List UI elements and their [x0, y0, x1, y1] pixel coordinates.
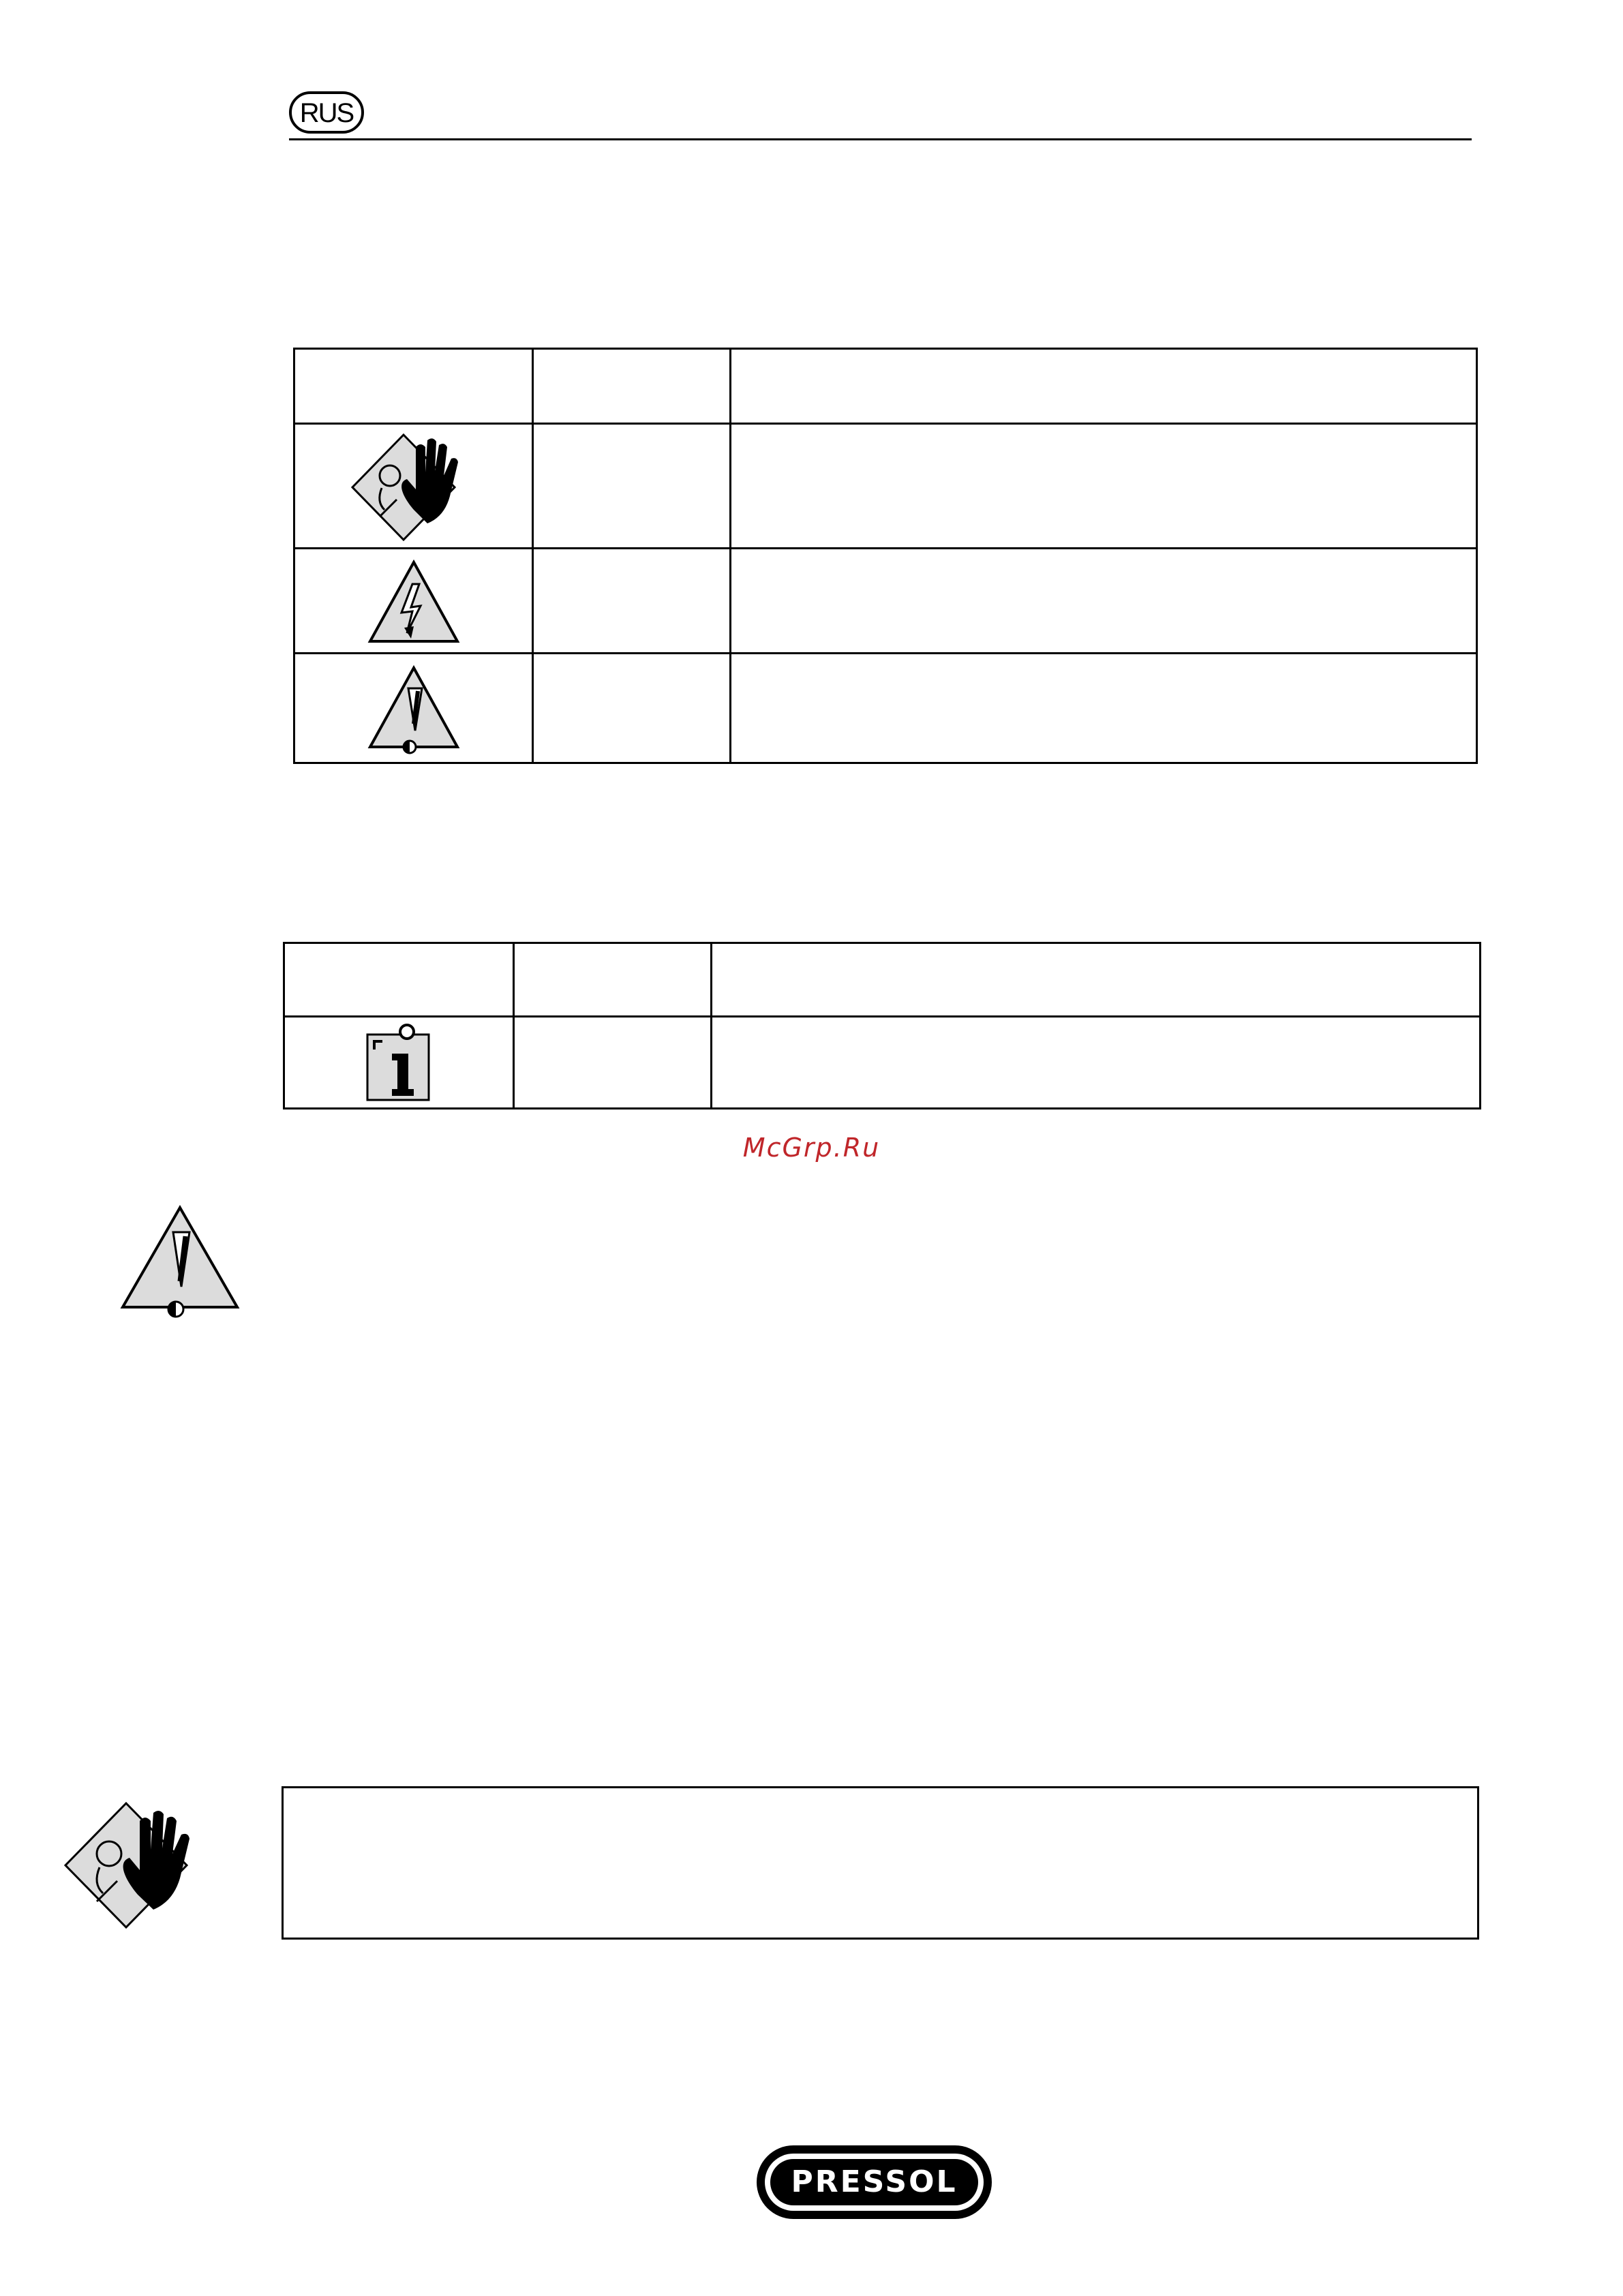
caution-exclamation-icon — [366, 662, 461, 754]
table-row — [294, 654, 1477, 763]
hand-stop-warning-icon — [349, 428, 479, 544]
header-cell-meaning — [712, 943, 1481, 1017]
symbol-cell — [284, 1017, 514, 1109]
watermark: McGrp.Ru — [742, 1133, 881, 1163]
meaning-cell — [712, 1017, 1481, 1109]
symbols-table — [293, 348, 1478, 764]
table-row — [294, 549, 1477, 654]
note-box — [282, 1786, 1479, 1940]
term-cell — [533, 424, 731, 549]
meaning-cell — [731, 549, 1477, 654]
hand-stop-warning-icon — [61, 1799, 204, 1932]
electric-hazard-icon — [366, 557, 461, 645]
table-row — [284, 1017, 1481, 1109]
info-table-header-row — [284, 943, 1481, 1017]
meaning-cell — [731, 654, 1477, 763]
symbol-cell — [294, 654, 533, 763]
term-cell — [514, 1017, 712, 1109]
symbol-cell — [294, 424, 533, 549]
header-cell-symbol — [284, 943, 514, 1017]
meaning-cell — [731, 424, 1477, 549]
symbols-table-header-row — [294, 349, 1477, 424]
header-cell-symbol — [294, 349, 533, 424]
info-table — [283, 942, 1481, 1109]
logo-text: PRESSOL — [791, 2164, 958, 2199]
symbol-cell — [294, 549, 533, 654]
info-icon — [365, 1022, 433, 1103]
table-row — [294, 424, 1477, 549]
term-cell — [533, 549, 731, 654]
header-cell-term — [514, 943, 712, 1017]
language-badge: RUS — [289, 91, 364, 134]
term-cell — [533, 654, 731, 763]
header-rule — [289, 138, 1472, 140]
header-cell-term — [533, 349, 731, 424]
caution-exclamation-icon — [119, 1205, 241, 1321]
header-cell-meaning — [731, 349, 1477, 424]
pressol-logo — [755, 2144, 993, 2220]
